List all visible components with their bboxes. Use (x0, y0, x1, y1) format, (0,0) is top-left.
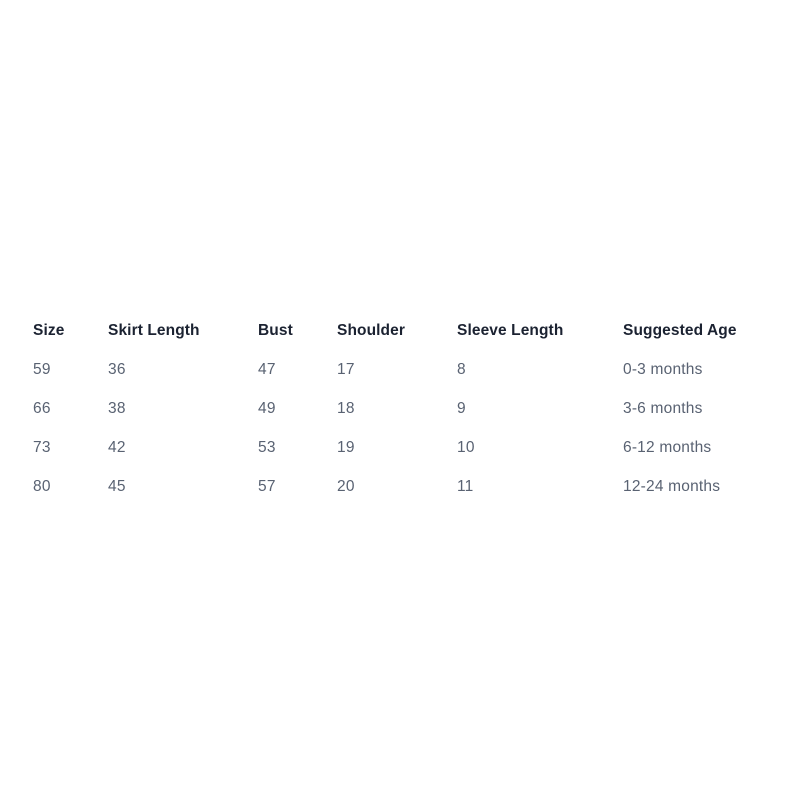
cell-sleeve-length: 8 (457, 360, 466, 378)
column-header-size: Size (33, 321, 65, 339)
cell-sleeve-length: 9 (457, 399, 466, 417)
size-chart-table (33, 311, 793, 506)
cell-size: 66 (33, 399, 51, 417)
cell-suggested-age: 12-24 months (623, 477, 721, 495)
column-header-shoulder: Shoulder (337, 321, 405, 339)
cell-suggested-age: 6-12 months (623, 438, 712, 456)
cell-suggested-age: 3-6 months (623, 399, 703, 417)
header-row (33, 311, 793, 350)
cell-shoulder: 19 (337, 438, 355, 456)
cell-skirt-length: 38 (108, 399, 126, 417)
column-header-bust: Bust (258, 321, 293, 339)
cell-size: 80 (33, 477, 51, 495)
table-row (33, 389, 793, 428)
size-chart (33, 311, 793, 506)
column-header-suggested-age: Suggested Age (623, 321, 737, 339)
cell-size: 73 (33, 438, 51, 456)
table-row (33, 428, 793, 467)
cell-suggested-age: 0-3 months (623, 360, 703, 378)
cell-size: 59 (33, 360, 51, 378)
cell-sleeve-length: 11 (457, 477, 474, 495)
column-header-skirt-length: Skirt Length (108, 321, 200, 339)
table-row (33, 350, 793, 389)
column-header-sleeve-length: Sleeve Length (457, 321, 564, 339)
table-row (33, 467, 793, 506)
cell-bust: 47 (258, 360, 276, 378)
cell-skirt-length: 45 (108, 477, 126, 495)
cell-bust: 53 (258, 438, 276, 456)
cell-skirt-length: 42 (108, 438, 126, 456)
cell-shoulder: 20 (337, 477, 355, 495)
cell-bust: 57 (258, 477, 276, 495)
cell-skirt-length: 36 (108, 360, 126, 378)
cell-sleeve-length: 10 (457, 438, 475, 456)
cell-bust: 49 (258, 399, 276, 417)
cell-shoulder: 17 (337, 360, 355, 378)
cell-shoulder: 18 (337, 399, 355, 417)
